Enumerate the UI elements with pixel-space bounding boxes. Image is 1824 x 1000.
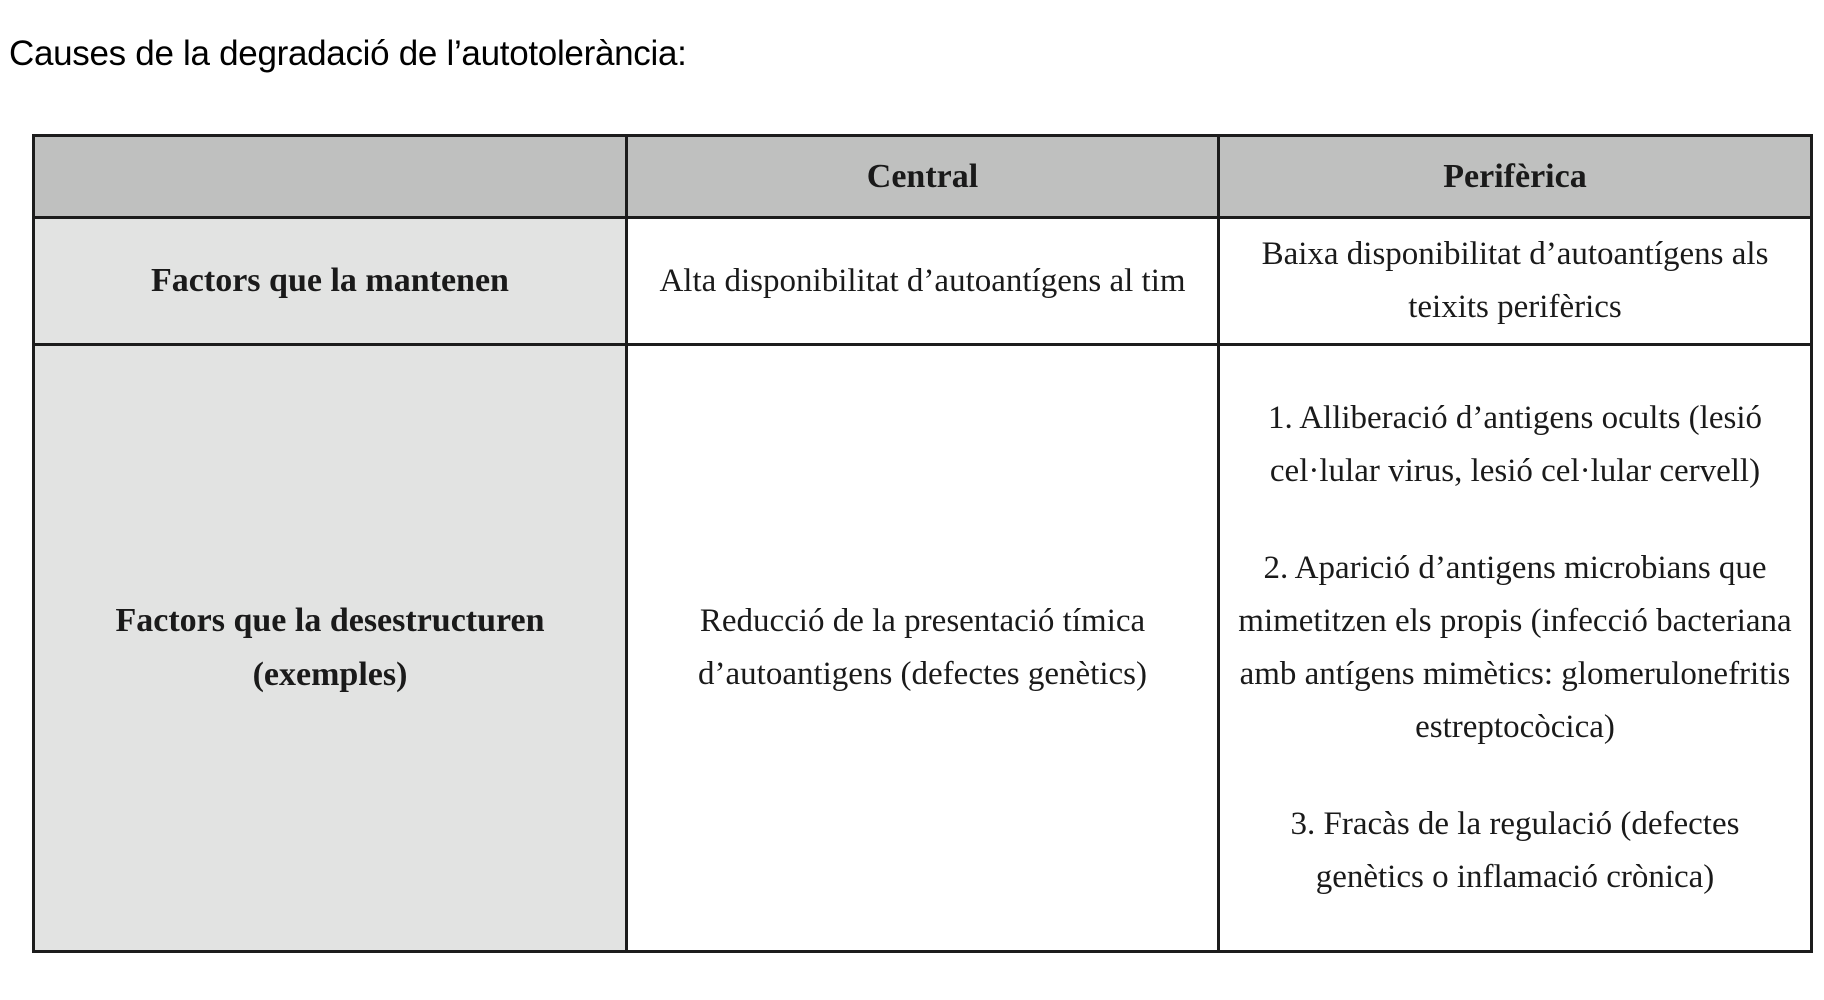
- autotolerance-table: [32, 134, 1813, 953]
- header-central: Central: [627, 136, 1219, 218]
- cell-peripheral-disrupt: [1219, 345, 1812, 952]
- table-row: [34, 345, 1812, 952]
- row-label-maintain: Factors que la mantenen: [34, 218, 627, 345]
- spacer: [1234, 498, 1796, 542]
- cell-peripheral-maintain: Baixa disponibilitat d’autoantígens als teixits perifèrics: [1219, 218, 1812, 345]
- peripheral-cause-3: 3. Fracàs de la regulació (defectes genètics o inflamació crònica): [1290, 806, 1740, 895]
- peripheral-cause-2: 2. Aparició d’antigens microbians que mimetitzen els propis (infecció bacteriana amb antígens mimètics: glomerulonefritis estreptocòcica): [1238, 550, 1792, 745]
- table-row: [34, 218, 1812, 345]
- header-peripheral: Perifèrica: [1219, 136, 1812, 218]
- cell-central-maintain: Alta disponibilitat d’autoantígens al tim: [627, 218, 1219, 345]
- document-title: Causes de la degradació de l’autotolerància:: [9, 34, 687, 73]
- row-label-disrupt: Factors que la desestructuren (exemples): [34, 345, 627, 952]
- cell-central-disrupt: Reducció de la presentació tímica d’autoantigens (defectes genètics): [627, 345, 1219, 952]
- peripheral-cause-1: 1. Alliberació d’antigens ocults (lesió cel·lular virus, lesió cel·lular cervell): [1268, 400, 1762, 489]
- header-empty: [34, 136, 627, 218]
- table-header-row: [34, 136, 1812, 218]
- spacer: [1234, 754, 1796, 798]
